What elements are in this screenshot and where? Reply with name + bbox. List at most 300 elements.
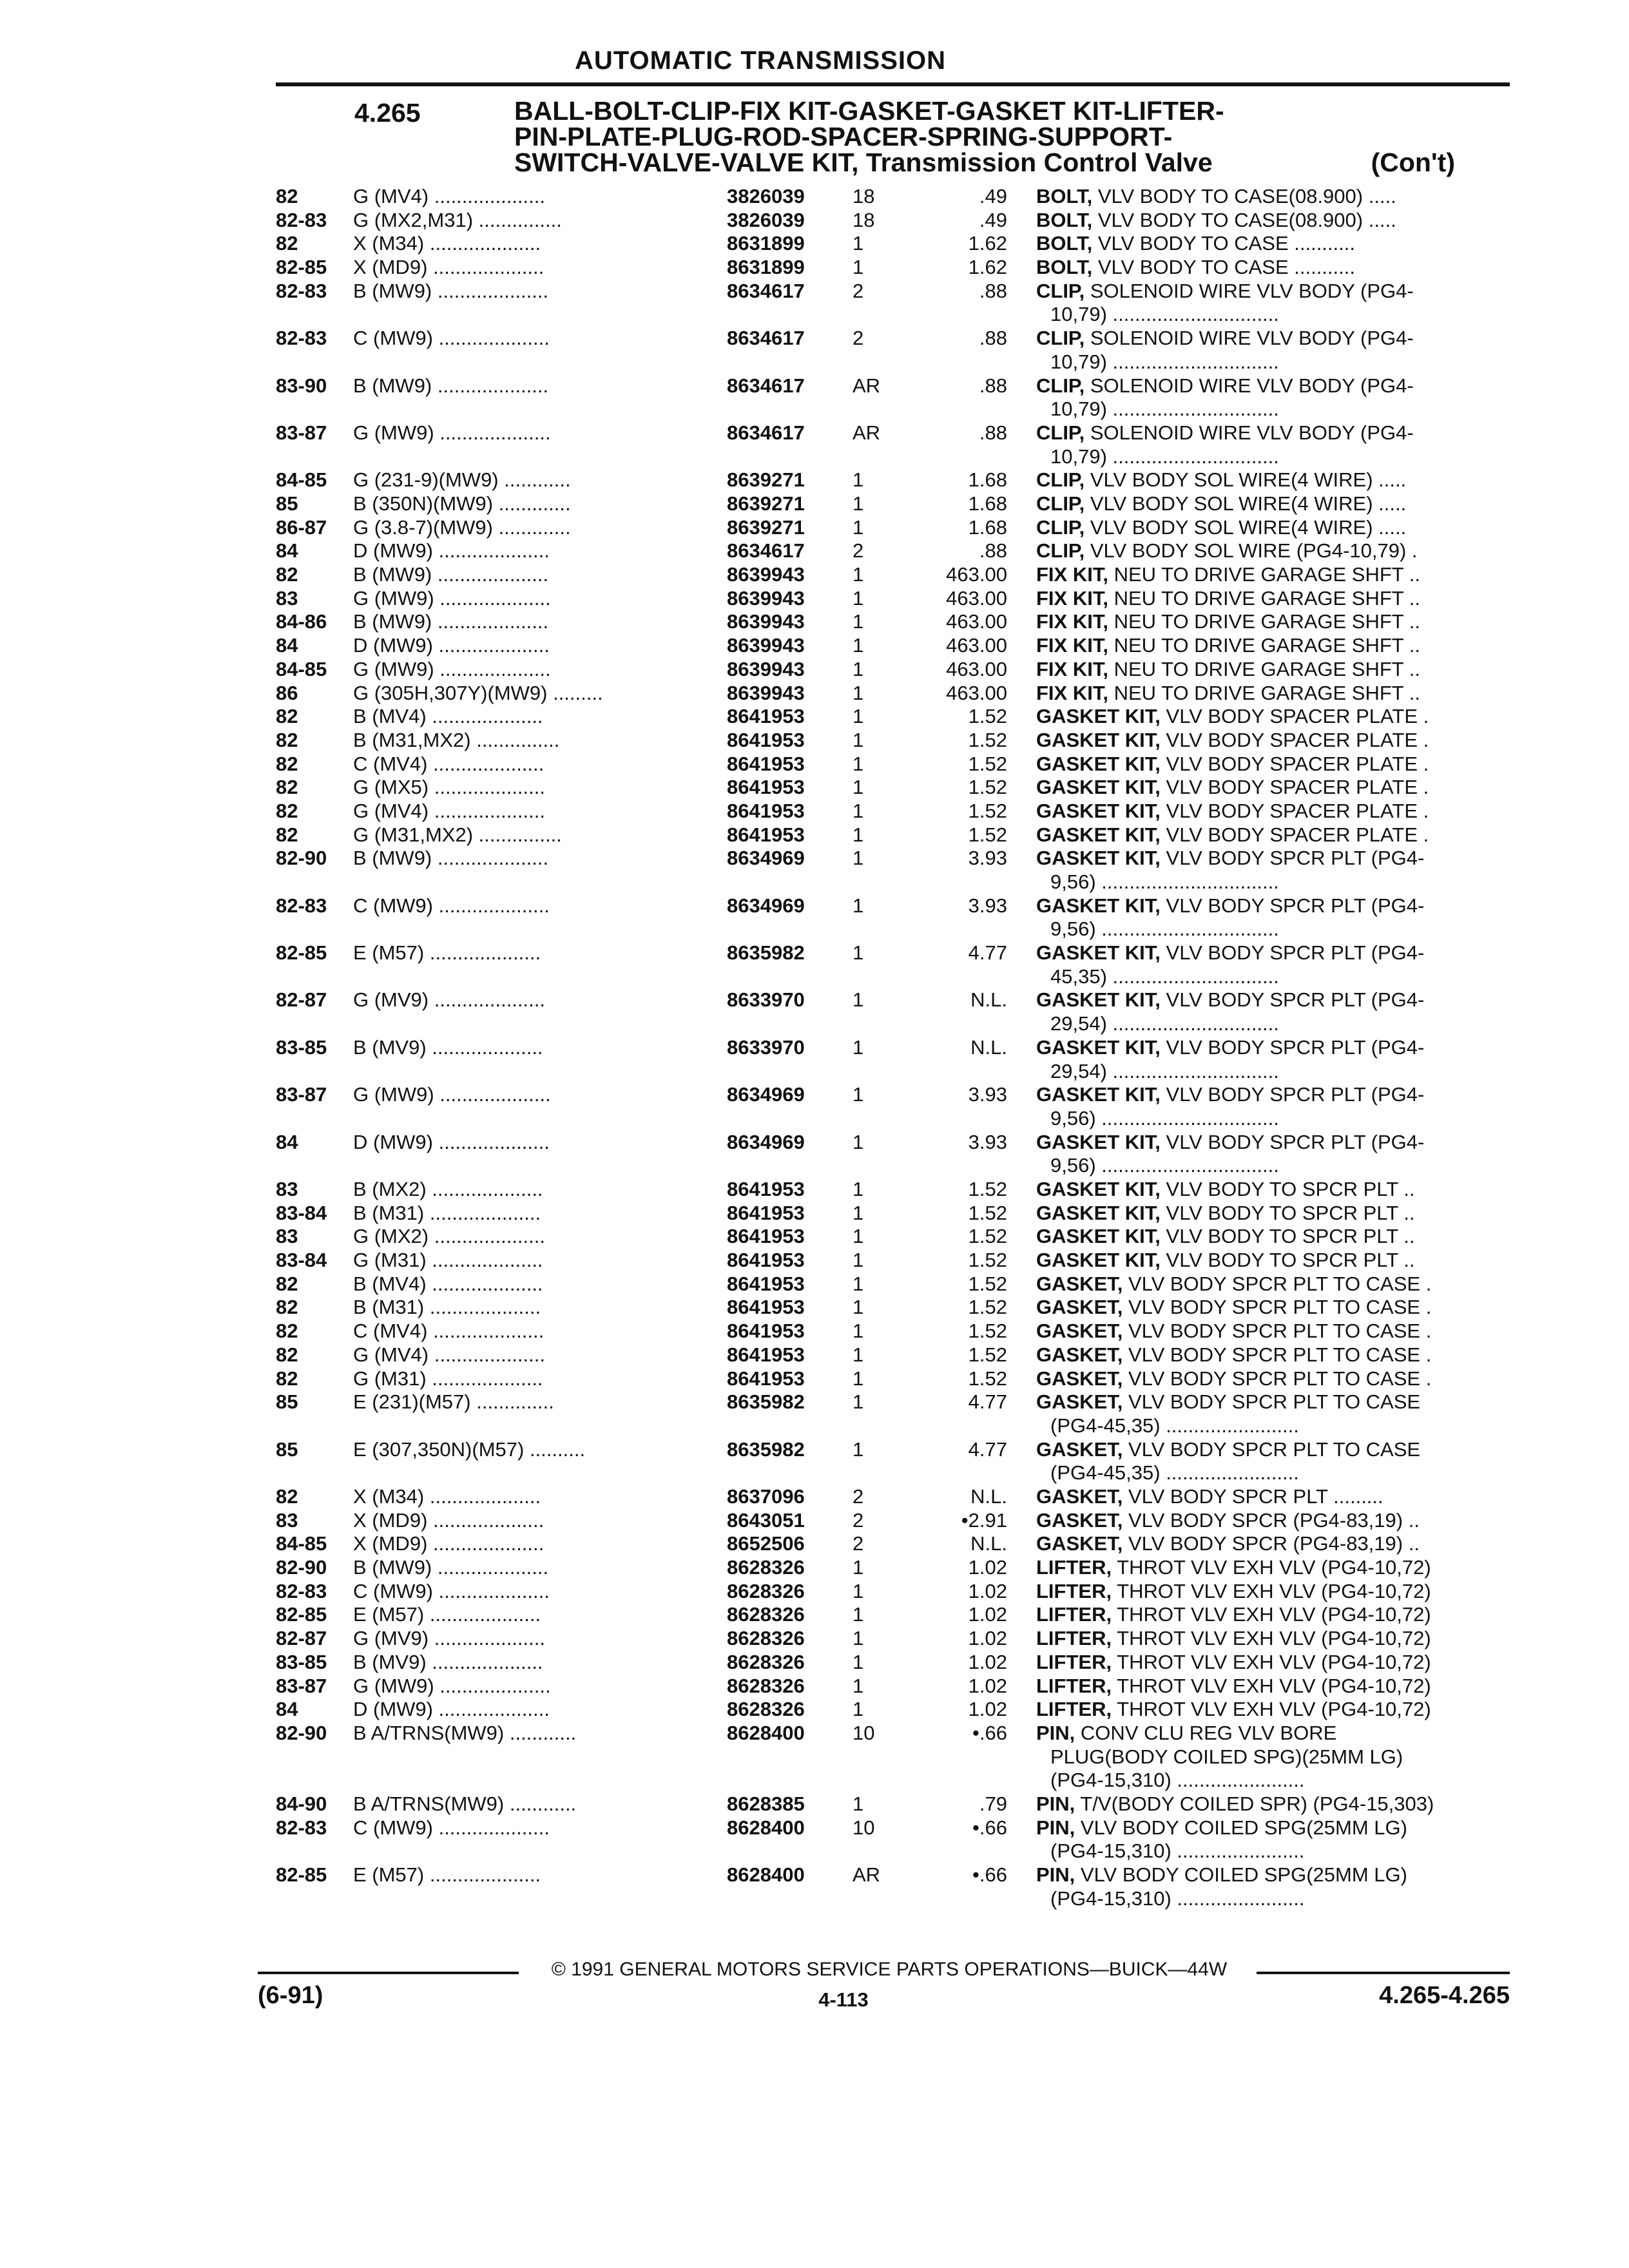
description-cell — [1036, 516, 1510, 540]
description-cell — [1036, 421, 1510, 468]
table-row — [276, 421, 1510, 468]
description-keyword: FIX KIT, — [1036, 563, 1108, 586]
description-cell — [1036, 1651, 1510, 1675]
model-year-cell: 83-84 — [276, 1249, 327, 1272]
price-cell: 1.68 — [968, 492, 1007, 515]
model-year-cell: 82-90 — [276, 1721, 327, 1744]
section-title — [514, 98, 1519, 175]
footer-rule-right — [1257, 1972, 1510, 1974]
description-keyword: CLIP, — [1036, 539, 1085, 562]
table-row — [276, 1225, 1510, 1249]
quantity-cell: 1 — [853, 1296, 864, 1319]
part-number-cell: 8639271 — [727, 515, 805, 539]
table-row — [276, 1343, 1510, 1367]
description-cell — [1036, 468, 1510, 492]
table-row — [276, 1603, 1510, 1627]
price-cell: .49 — [979, 185, 1007, 207]
price-cell: .88 — [979, 374, 1007, 397]
quantity-cell: 18 — [853, 208, 875, 231]
model-cell: E (M57) .................... — [353, 1863, 541, 1887]
description-cell — [1036, 682, 1510, 706]
model-year-cell: 86 — [276, 681, 298, 704]
description-keyword: GASKET KIT, — [1036, 988, 1161, 1012]
description-continuation: 29,54) .............................. — [1050, 1012, 1279, 1035]
quantity-cell: 1 — [853, 1083, 864, 1106]
part-number-cell: 8641953 — [727, 1296, 805, 1319]
description-line — [1036, 492, 1510, 516]
quantity-cell: 1 — [853, 1178, 864, 1201]
description-text: VLV BODY TO SPCR PLT .. — [1160, 1178, 1415, 1201]
description-line — [1036, 1320, 1510, 1343]
quantity-cell: 2 — [853, 279, 864, 302]
description-text: VLV BODY SPACER PLATE . — [1160, 728, 1429, 751]
description-line — [1036, 988, 1510, 1012]
model-year-cell: 83-84 — [276, 1201, 327, 1224]
price-cell: .88 — [979, 421, 1007, 444]
model-year-cell: 82 — [276, 185, 298, 207]
part-number-cell: 8639271 — [727, 468, 805, 492]
description-text: VLV BODY SPCR PLT (PG4- — [1160, 1083, 1425, 1106]
description-line — [1036, 1556, 1510, 1580]
description-line — [1036, 209, 1510, 233]
description-cell — [1036, 1485, 1510, 1509]
quantity-cell: 1 — [853, 752, 864, 775]
price-cell: 463.00 — [946, 657, 1007, 680]
model-cell: G (MW9) .................... — [353, 586, 551, 610]
quantity-cell: 1 — [853, 681, 864, 704]
description-keyword: CLIP, — [1036, 515, 1085, 539]
model-year-cell: 82-83 — [276, 1579, 327, 1602]
model-cell: B (MW9) .................... — [353, 610, 549, 633]
description-continuation: (PG4-45,35) ........................ — [1050, 1461, 1299, 1485]
table-row — [276, 705, 1510, 729]
description-cell — [1036, 539, 1510, 563]
table-row — [276, 1627, 1510, 1651]
section-number: 4.265 — [354, 98, 421, 128]
price-cell: 1.02 — [968, 1579, 1007, 1602]
table-row — [276, 1296, 1510, 1320]
model-cell: G (M31) .................... — [353, 1367, 543, 1390]
quantity-cell: 1 — [853, 657, 864, 680]
table-row — [276, 823, 1510, 847]
description-keyword: PIN, — [1036, 1816, 1075, 1839]
description-text: VLV BODY SOL WIRE(4 WIRE) ..... — [1084, 515, 1407, 539]
description-cell — [1036, 1367, 1510, 1391]
description-text: THROT VLV EXH VLV (PG4-10,72) — [1112, 1698, 1431, 1721]
price-cell: 1.52 — [968, 1272, 1007, 1295]
quantity-cell: 1 — [853, 515, 864, 539]
model-year-cell: 82 — [276, 728, 298, 751]
description-keyword: GASKET KIT, — [1036, 752, 1161, 775]
description-keyword: GASKET KIT, — [1036, 776, 1161, 799]
price-cell: •.66 — [972, 1721, 1007, 1744]
description-text: VLV BODY TO CASE(08.900) ..... — [1092, 208, 1396, 231]
quantity-cell: 1 — [853, 894, 864, 917]
model-year-cell: 82 — [276, 1272, 298, 1295]
description-keyword: BOLT, — [1036, 232, 1093, 255]
description-text: VLV BODY SPACER PLATE . — [1160, 752, 1429, 775]
description-cell — [1036, 327, 1510, 374]
description-text: VLV BODY SPACER PLATE . — [1160, 705, 1429, 728]
model-year-cell: 85 — [276, 492, 298, 515]
description-line — [1036, 800, 1510, 823]
model-year-cell: 82-83 — [276, 1816, 327, 1839]
description-cell — [1036, 1698, 1510, 1722]
description-text: VLV BODY SPCR (PG4-83,19) .. — [1123, 1508, 1420, 1532]
model-year-cell: 82 — [276, 1320, 298, 1343]
price-cell: .88 — [979, 539, 1007, 562]
description-cell — [1036, 847, 1510, 894]
description-keyword: GASKET KIT, — [1036, 847, 1161, 870]
description-keyword: GASKET KIT, — [1036, 1130, 1161, 1153]
part-number-cell: 8628400 — [727, 1863, 805, 1887]
part-number-cell: 8634617 — [727, 279, 805, 302]
description-keyword: FIX KIT, — [1036, 586, 1108, 610]
description-keyword: GASKET KIT, — [1036, 823, 1161, 846]
section-subtitle: SWITCH-VALVE-VALVE KIT, Transmission Control Valve — [514, 148, 1213, 177]
model-year-cell: 82 — [276, 776, 298, 799]
description-text: THROT VLV EXH VLV (PG4-10,72) — [1112, 1579, 1431, 1602]
model-year-cell: 82-85 — [276, 1863, 327, 1887]
description-line — [1036, 1816, 1510, 1840]
description-cell — [1036, 1438, 1510, 1485]
model-cell: G (MX5) .................... — [353, 776, 545, 799]
model-cell: C (MV4) .................... — [353, 1320, 545, 1343]
price-cell: 1.02 — [968, 1674, 1007, 1697]
quantity-cell: 10 — [853, 1816, 875, 1839]
description-cell — [1036, 941, 1510, 988]
part-number-cell: 8641953 — [727, 823, 805, 846]
price-cell: 1.52 — [968, 705, 1007, 728]
description-keyword: LIFTER, — [1036, 1603, 1112, 1626]
price-cell: 1.52 — [968, 1367, 1007, 1390]
model-cell: E (307,350N)(M57) .......... — [353, 1437, 586, 1461]
description-text: VLV BODY TO SPCR PLT .. — [1160, 1249, 1415, 1272]
description-line — [1036, 610, 1510, 634]
quantity-cell: 1 — [853, 1201, 864, 1224]
description-cell — [1036, 1249, 1510, 1273]
part-number-cell: 8634969 — [727, 847, 805, 870]
table-row — [276, 941, 1510, 988]
description-continuation: 9,56) ................................ — [1050, 870, 1279, 894]
part-number-cell: 8631899 — [727, 256, 805, 279]
quantity-cell: 2 — [853, 1485, 864, 1508]
part-number-cell: 8634617 — [727, 539, 805, 562]
model-cell: B A/TRNS(MW9) ............ — [353, 1792, 577, 1815]
model-year-cell: 82 — [276, 1367, 298, 1390]
description-keyword: GASKET KIT, — [1036, 1178, 1161, 1201]
table-row — [276, 894, 1510, 941]
model-cell: G (MX2,M31) ............... — [353, 208, 562, 231]
page-header-title: AUTOMATIC TRANSMISSION — [574, 46, 947, 75]
description-line — [1036, 1485, 1510, 1509]
quantity-cell: 1 — [853, 1698, 864, 1721]
price-cell: 463.00 — [946, 563, 1007, 586]
description-keyword: LIFTER, — [1036, 1650, 1112, 1673]
model-cell: B (MV4) .................... — [353, 705, 543, 728]
description-text: THROT VLV EXH VLV (PG4-10,72) — [1112, 1650, 1431, 1673]
description-text: VLV BODY TO CASE ........... — [1092, 256, 1355, 279]
price-cell: 1.52 — [968, 799, 1007, 822]
footer-rule-left — [258, 1972, 519, 1974]
continued-label: (Con't) — [1371, 148, 1455, 177]
table-row — [276, 563, 1510, 587]
description-cell — [1036, 729, 1510, 753]
description-text: VLV BODY TO CASE(08.900) ..... — [1092, 185, 1396, 207]
model-year-cell: 82 — [276, 1343, 298, 1366]
model-year-cell: 86-87 — [276, 515, 327, 539]
price-cell: •.66 — [972, 1816, 1007, 1839]
description-text: SOLENOID WIRE VLV BODY (PG4- — [1084, 327, 1414, 350]
description-keyword: LIFTER, — [1036, 1698, 1112, 1721]
quantity-cell: 1 — [853, 256, 864, 279]
price-cell: 1.02 — [968, 1650, 1007, 1673]
description-keyword: CLIP, — [1036, 327, 1085, 350]
parts-list — [276, 185, 1510, 1910]
quantity-cell: 1 — [853, 1320, 864, 1343]
description-text: VLV BODY SPCR PLT (PG4- — [1160, 1130, 1425, 1153]
description-keyword: GASKET, — [1036, 1367, 1123, 1390]
part-number-cell: 8633970 — [727, 1035, 805, 1059]
quantity-cell: 1 — [853, 634, 864, 657]
quantity-cell: 2 — [853, 1532, 864, 1555]
description-cell — [1036, 185, 1510, 209]
description-text: THROT VLV EXH VLV (PG4-10,72) — [1112, 1627, 1431, 1650]
part-number-cell: 8641953 — [727, 752, 805, 775]
price-cell: 1.52 — [968, 1343, 1007, 1366]
description-keyword: FIX KIT, — [1036, 610, 1108, 633]
part-number-cell: 8634617 — [727, 421, 805, 444]
model-cell: C (MW9) .................... — [353, 327, 550, 350]
description-text: VLV BODY SPCR PLT (PG4- — [1160, 894, 1425, 917]
quantity-cell: 1 — [853, 492, 864, 515]
description-text: VLV BODY COILED SPG(25MM LG) — [1075, 1816, 1407, 1839]
model-year-cell: 82 — [276, 705, 298, 728]
description-cell — [1036, 776, 1510, 800]
quantity-cell: 2 — [853, 539, 864, 562]
price-cell: 3.93 — [968, 1083, 1007, 1106]
description-continuation: PLUG(BODY COILED SPG)(25MM LG) — [1050, 1745, 1403, 1768]
quantity-cell: 10 — [853, 1721, 875, 1744]
table-row — [276, 492, 1510, 516]
description-cell — [1036, 634, 1510, 658]
quantity-cell: 1 — [853, 1272, 864, 1295]
description-text: SOLENOID WIRE VLV BODY (PG4- — [1084, 279, 1414, 302]
description-line — [1036, 1438, 1510, 1462]
description-cell — [1036, 374, 1510, 421]
description-cell — [1036, 563, 1510, 587]
part-number-cell: 8641953 — [727, 1272, 805, 1295]
description-keyword: PIN, — [1036, 1792, 1075, 1815]
price-cell: 1.52 — [968, 823, 1007, 846]
description-text: VLV BODY SPCR PLT TO CASE — [1123, 1390, 1421, 1414]
description-cell — [1036, 256, 1510, 280]
description-line — [1036, 1627, 1510, 1651]
description-text: THROT VLV EXH VLV (PG4-10,72) — [1112, 1674, 1431, 1697]
table-row — [276, 1722, 1510, 1792]
table-row — [276, 1390, 1510, 1437]
table-row — [276, 753, 1510, 776]
model-year-cell: 84 — [276, 1130, 298, 1153]
quantity-cell: 1 — [853, 799, 864, 822]
quantity-cell: AR — [853, 374, 881, 397]
table-row — [276, 1202, 1510, 1225]
description-cell — [1036, 1131, 1510, 1178]
model-year-cell: 84-85 — [276, 1532, 327, 1555]
model-cell: G (MV9) .................... — [353, 988, 545, 1012]
part-number-cell: 8639943 — [727, 563, 805, 586]
description-line — [1036, 1792, 1510, 1816]
price-cell: .79 — [979, 1792, 1007, 1815]
description-text: VLV BODY SPACER PLATE . — [1160, 776, 1429, 799]
table-row — [276, 634, 1510, 658]
description-keyword: BOLT, — [1036, 256, 1093, 279]
model-year-cell: 82 — [276, 1296, 298, 1319]
table-row — [276, 1698, 1510, 1722]
table-row — [276, 1792, 1510, 1816]
description-line — [1036, 563, 1510, 587]
description-line — [1036, 1036, 1510, 1060]
table-row — [276, 1249, 1510, 1273]
description-line — [1036, 1532, 1510, 1556]
description-continuation: 9,56) ................................ — [1050, 918, 1279, 941]
description-text: SOLENOID WIRE VLV BODY (PG4- — [1084, 374, 1414, 397]
part-number-cell: 8641953 — [727, 1367, 805, 1390]
model-year-cell: 83-85 — [276, 1035, 327, 1059]
description-continuation: 29,54) .............................. — [1050, 1059, 1279, 1082]
table-row — [276, 988, 1510, 1035]
price-cell: 4.77 — [968, 1390, 1007, 1414]
description-continuation: (PG4-15,310) ....................... — [1050, 1887, 1305, 1910]
description-line — [1036, 1675, 1510, 1698]
description-keyword: LIFTER, — [1036, 1627, 1112, 1650]
description-cell — [1036, 1083, 1510, 1130]
model-year-cell: 82-83 — [276, 279, 327, 302]
price-cell: •.66 — [972, 1863, 1007, 1887]
price-cell: 1.52 — [968, 752, 1007, 775]
model-cell: B (M31,MX2) ............... — [353, 728, 560, 751]
table-row — [276, 776, 1510, 800]
footer-copyright: © 1991 GENERAL MOTORS SERVICE PARTS OPERATIONS—BUICK—44W — [551, 1959, 1228, 1980]
description-continuation: 10,79) .............................. — [1050, 350, 1279, 373]
model-year-cell: 83-85 — [276, 1650, 327, 1673]
description-keyword: FIX KIT, — [1036, 634, 1108, 657]
model-cell: B (MV9) .................... — [353, 1650, 543, 1673]
part-number-cell: 8628326 — [727, 1603, 805, 1626]
part-number-cell: 8631899 — [727, 232, 805, 255]
price-cell: N.L. — [970, 1485, 1007, 1508]
description-text: VLV BODY SPCR PLT TO CASE . — [1123, 1343, 1432, 1366]
part-number-cell: 8641953 — [727, 1343, 805, 1366]
description-text: VLV BODY SOL WIRE(4 WIRE) ..... — [1084, 468, 1407, 492]
description-text: NEU TO DRIVE GARAGE SHFT .. — [1108, 657, 1420, 680]
description-keyword: LIFTER, — [1036, 1579, 1112, 1602]
description-text: VLV BODY SPACER PLATE . — [1160, 799, 1429, 822]
table-row — [276, 1485, 1510, 1509]
description-cell — [1036, 209, 1510, 233]
table-row — [276, 327, 1510, 374]
table-row — [276, 658, 1510, 682]
description-line — [1036, 327, 1510, 351]
description-line — [1036, 280, 1510, 303]
description-keyword: GASKET KIT, — [1036, 1225, 1161, 1248]
model-cell: B (M31) .................... — [353, 1296, 541, 1319]
quantity-cell: 1 — [853, 1225, 864, 1248]
description-keyword: GASKET KIT, — [1036, 1201, 1161, 1224]
price-cell: 1.52 — [968, 776, 1007, 799]
price-cell: 1.52 — [968, 728, 1007, 751]
description-line — [1036, 1651, 1510, 1675]
quantity-cell: 1 — [853, 776, 864, 799]
description-text: VLV BODY SPCR PLT TO CASE . — [1123, 1367, 1432, 1390]
part-number-cell: 8641953 — [727, 776, 805, 799]
table-row — [276, 682, 1510, 706]
table-row — [276, 1083, 1510, 1130]
part-number-cell: 8635982 — [727, 1437, 805, 1461]
quantity-cell: 1 — [853, 941, 864, 965]
description-text: VLV BODY SPCR PLT TO CASE . — [1123, 1296, 1432, 1319]
description-text: VLV BODY SPCR PLT TO CASE . — [1123, 1272, 1432, 1295]
description-cell — [1036, 1722, 1510, 1792]
part-number-cell: 8641953 — [727, 1178, 805, 1201]
description-line — [1036, 1343, 1510, 1367]
model-cell: G (MV4) .................... — [353, 1343, 545, 1366]
quantity-cell: AR — [853, 1863, 881, 1887]
model-cell: X (M34) .................... — [353, 1485, 541, 1508]
model-year-cell: 82-83 — [276, 894, 327, 917]
description-cell — [1036, 492, 1510, 516]
description-keyword: FIX KIT, — [1036, 681, 1108, 704]
price-cell: N.L. — [970, 1035, 1007, 1059]
description-line — [1036, 941, 1510, 965]
table-row — [276, 1816, 1510, 1863]
description-continuation: 45,35) .............................. — [1050, 965, 1279, 988]
quantity-cell: 1 — [853, 988, 864, 1012]
model-year-cell: 84-90 — [276, 1792, 327, 1815]
quantity-cell: 1 — [853, 1627, 864, 1650]
model-cell: X (MD9) .................... — [353, 1532, 545, 1555]
model-cell: B (M31) .................... — [353, 1201, 541, 1224]
part-number-cell: 8641953 — [727, 1249, 805, 1272]
price-cell: 3.93 — [968, 847, 1007, 870]
part-number-cell: 8635982 — [727, 941, 805, 965]
price-cell: 1.52 — [968, 1296, 1007, 1319]
description-cell — [1036, 1390, 1510, 1437]
model-cell: C (MW9) .................... — [353, 894, 550, 917]
description-continuation: 10,79) .............................. — [1050, 303, 1279, 326]
part-number-cell: 8641953 — [727, 728, 805, 751]
model-year-cell: 82-83 — [276, 208, 327, 231]
description-line — [1036, 1273, 1510, 1296]
description-text: NEU TO DRIVE GARAGE SHFT .. — [1108, 563, 1420, 586]
description-keyword: LIFTER, — [1036, 1674, 1112, 1697]
model-year-cell: 83 — [276, 1178, 298, 1201]
quantity-cell: 1 — [853, 728, 864, 751]
table-row — [276, 1863, 1510, 1910]
description-keyword: GASKET KIT, — [1036, 799, 1161, 822]
description-keyword: LIFTER, — [1036, 1556, 1112, 1579]
section-title-line-3 — [514, 149, 1455, 175]
part-number-cell: 8643051 — [727, 1508, 805, 1532]
table-row — [276, 374, 1510, 421]
part-number-cell: 8635982 — [727, 1390, 805, 1414]
price-cell: 1.02 — [968, 1556, 1007, 1579]
table-row — [276, 847, 1510, 894]
description-text: VLV BODY SPCR PLT ......... — [1123, 1485, 1383, 1508]
model-cell: D (MW9) .................... — [353, 1698, 550, 1721]
model-cell: D (MW9) .................... — [353, 1130, 550, 1153]
model-year-cell: 82 — [276, 799, 298, 822]
